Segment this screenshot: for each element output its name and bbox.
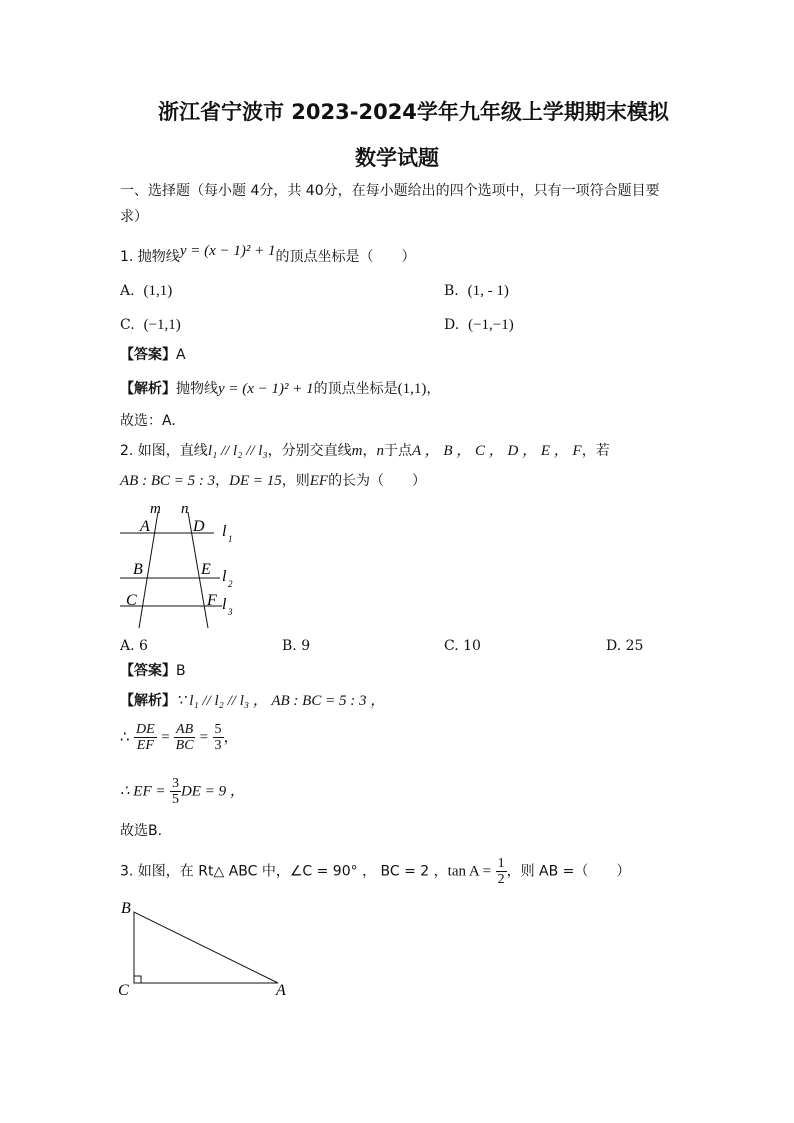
label-n: n: [181, 501, 189, 517]
section-heading: 一、选择题（每小题 4分，共 40分，在每小题给出的四个选项中，只有一项符合题目要: [120, 183, 660, 199]
section-heading-cont: 求）: [120, 209, 148, 225]
document-subtitle: 数学试题: [355, 146, 439, 170]
fraction-1-2: $\frac{1}{2}$: [497, 856, 505, 887]
right-angle-mark: [134, 976, 141, 983]
q1-answer: 【答案】A: [120, 347, 186, 363]
label-A: A: [140, 518, 150, 535]
question-1: [120, 243, 416, 266]
label-E: E: [201, 561, 211, 578]
q2-conclusion: 故选B.: [120, 823, 163, 839]
question-2: 2. 如图，直线l₁ // l₂ // l₃，分别交直线m，n于点A ， B ， C ， D ， E ， F，若: [120, 443, 610, 459]
q1-analysis: 【解析】抛物线y = (x − 1)² + 1的顶点坐标是(1,1)，: [120, 381, 441, 397]
q1-suffix: 的顶点坐标是（ ）: [275, 249, 416, 265]
q1-number: 1. 抛物线: [120, 249, 180, 265]
label-l3: l: [222, 596, 227, 613]
fraction-3-5: $\frac{3}{5}$: [171, 776, 179, 807]
label-C: C: [118, 982, 129, 999]
label-D: D: [193, 518, 205, 535]
q1-option-b: B. (1, - 1): [444, 283, 509, 299]
q1-formula: y = (x − 1)² + 1: [179, 243, 276, 259]
label-m: m: [150, 501, 161, 517]
q2-step-3: ∴ EF = $\frac{3}{5}$ DE = 9 ，: [120, 776, 245, 807]
q2-analysis: 【解析】∵ l₁ // l₂ // l₃ ， AB : BC = 5 : 3 ，: [120, 693, 386, 709]
q2-answer: 【答案】B: [120, 663, 186, 679]
q3-figure: [112, 895, 302, 1005]
label-C: C: [126, 592, 137, 609]
q2-figure: [112, 500, 252, 635]
fraction-5-3: $\frac{5}{3}$: [214, 722, 222, 753]
q2-option-a: A. 6: [120, 638, 148, 654]
label-l1: l: [222, 523, 227, 540]
fraction-de-ef: $\frac{DE}{EF}$: [136, 722, 155, 753]
label-l1-sub: 1: [228, 534, 233, 544]
q1-option-c: C. (−1,1): [120, 317, 181, 333]
triangle-abc: [134, 912, 278, 983]
q1-option-d: D. (−1,−1): [444, 317, 514, 333]
label-B: B: [133, 561, 143, 578]
label-l3-sub: 3: [228, 607, 233, 617]
label-B: B: [121, 900, 131, 917]
fraction-ab-bc: $\frac{AB}{BC}$: [175, 722, 194, 753]
q1-option-a: A. (1,1): [120, 283, 173, 299]
document-title: 浙江省宁波市 2023-2024学年九年级上学期期末模拟: [158, 100, 669, 124]
label-l2-sub: 2: [228, 579, 233, 589]
label-F: F: [207, 592, 217, 609]
label-l2: l: [222, 568, 227, 585]
q1-conclusion: 故选：A.: [120, 413, 176, 429]
q2-option-d: D. 25: [606, 638, 644, 654]
q2-option-b: B. 9: [282, 638, 311, 654]
question-2-cont: AB : BC = 5 : 3，DE = 15，则EF的长为（ ）: [120, 473, 427, 489]
question-3: 3. 如图，在 Rt△ ABC 中，∠C = 90° ， BC = 2 ，tan A = $\frac{1}{2}$ ，则 AB =（ ）: [120, 856, 631, 887]
q2-option-c: C. 10: [444, 638, 481, 654]
label-A: A: [276, 982, 286, 999]
q2-step-2: ∴ $\frac{DE}{EF}$ = $\frac{AB}{BC}$ = $\frac{5}{3}$ ，: [120, 722, 239, 753]
